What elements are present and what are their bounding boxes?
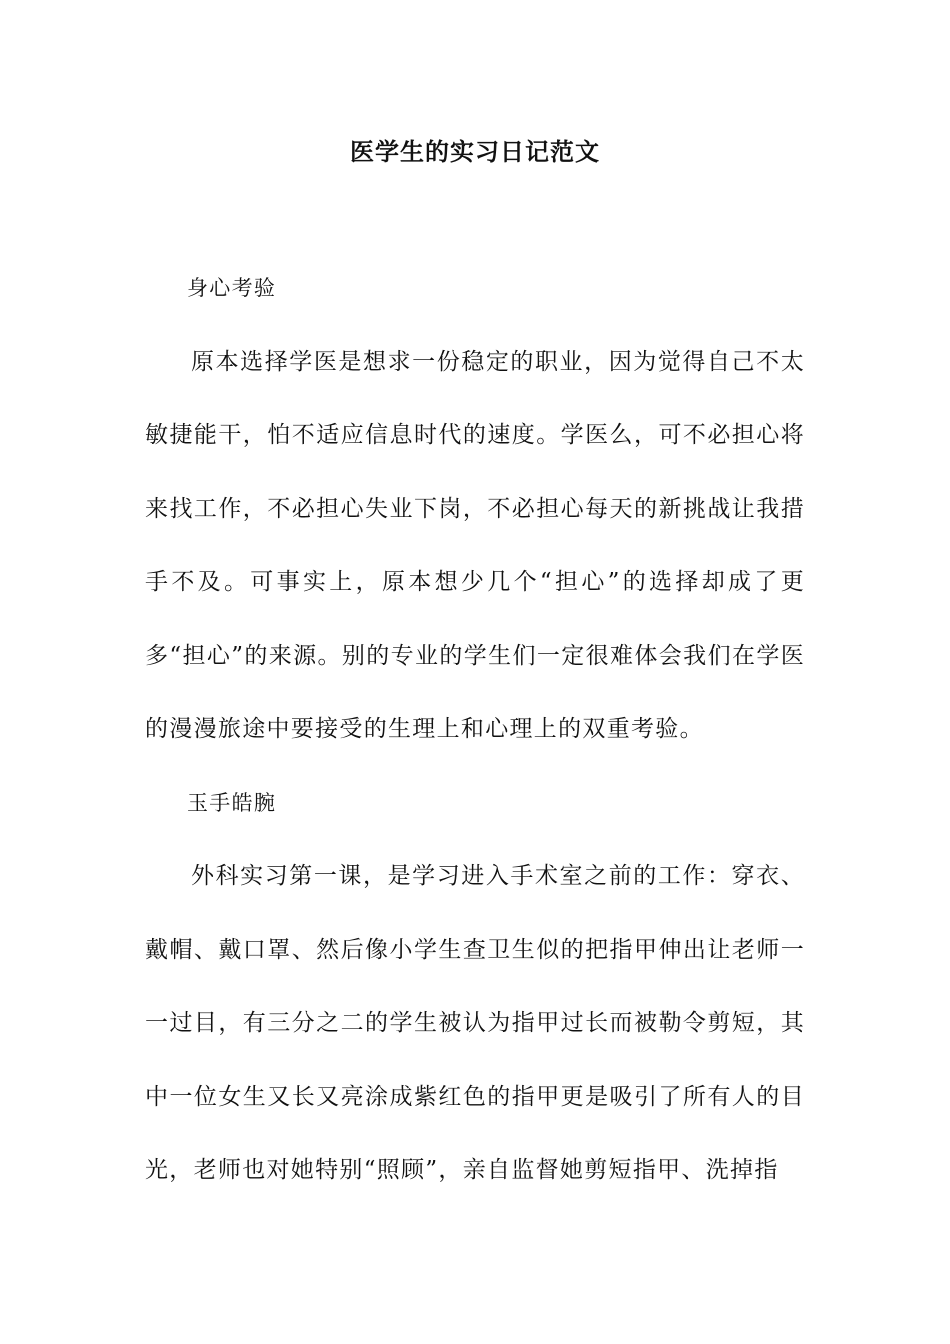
section-paragraph-jade-hands: 外科实习第一课，是学习进入手术室之前的工作：穿衣、戴帽、戴口罩、然后像小学生查卫生似的把指甲伸出让老师一一过目，有三分之二的学生被认为指甲过长而被勒令剪短，其中一位女生又长又亮涂成紫红色的指甲更是吸引了所有人的目光，老师也对她特别“照顾”，亲自监督她剪短指甲、洗掉指 [145, 863, 805, 1183]
section-paragraph-body-mind-test: 原本选择学医是想求一份稳定的职业，因为觉得自己不太敏捷能干，怕不适应信息时代的速度。学医么，可不必担心将来找工作，不必担心失业下岗，不必担心每天的新挑战让我措手不及。可事实上，原本想少几个“担心”的选择却成了更多“担心”的来源。别的专业的学生们一定很难体会我们在学医的漫漫旅途中要接受的生理上和心理上的双重考验。 [145, 348, 805, 742]
section-heading-body-mind-test: 身心考验 [187, 276, 277, 300]
section-heading-jade-hands: 玉手皓腕 [187, 790, 277, 815]
document-body [145, 252, 805, 1208]
document-title: 医学生的实习日记范文 [350, 137, 600, 166]
